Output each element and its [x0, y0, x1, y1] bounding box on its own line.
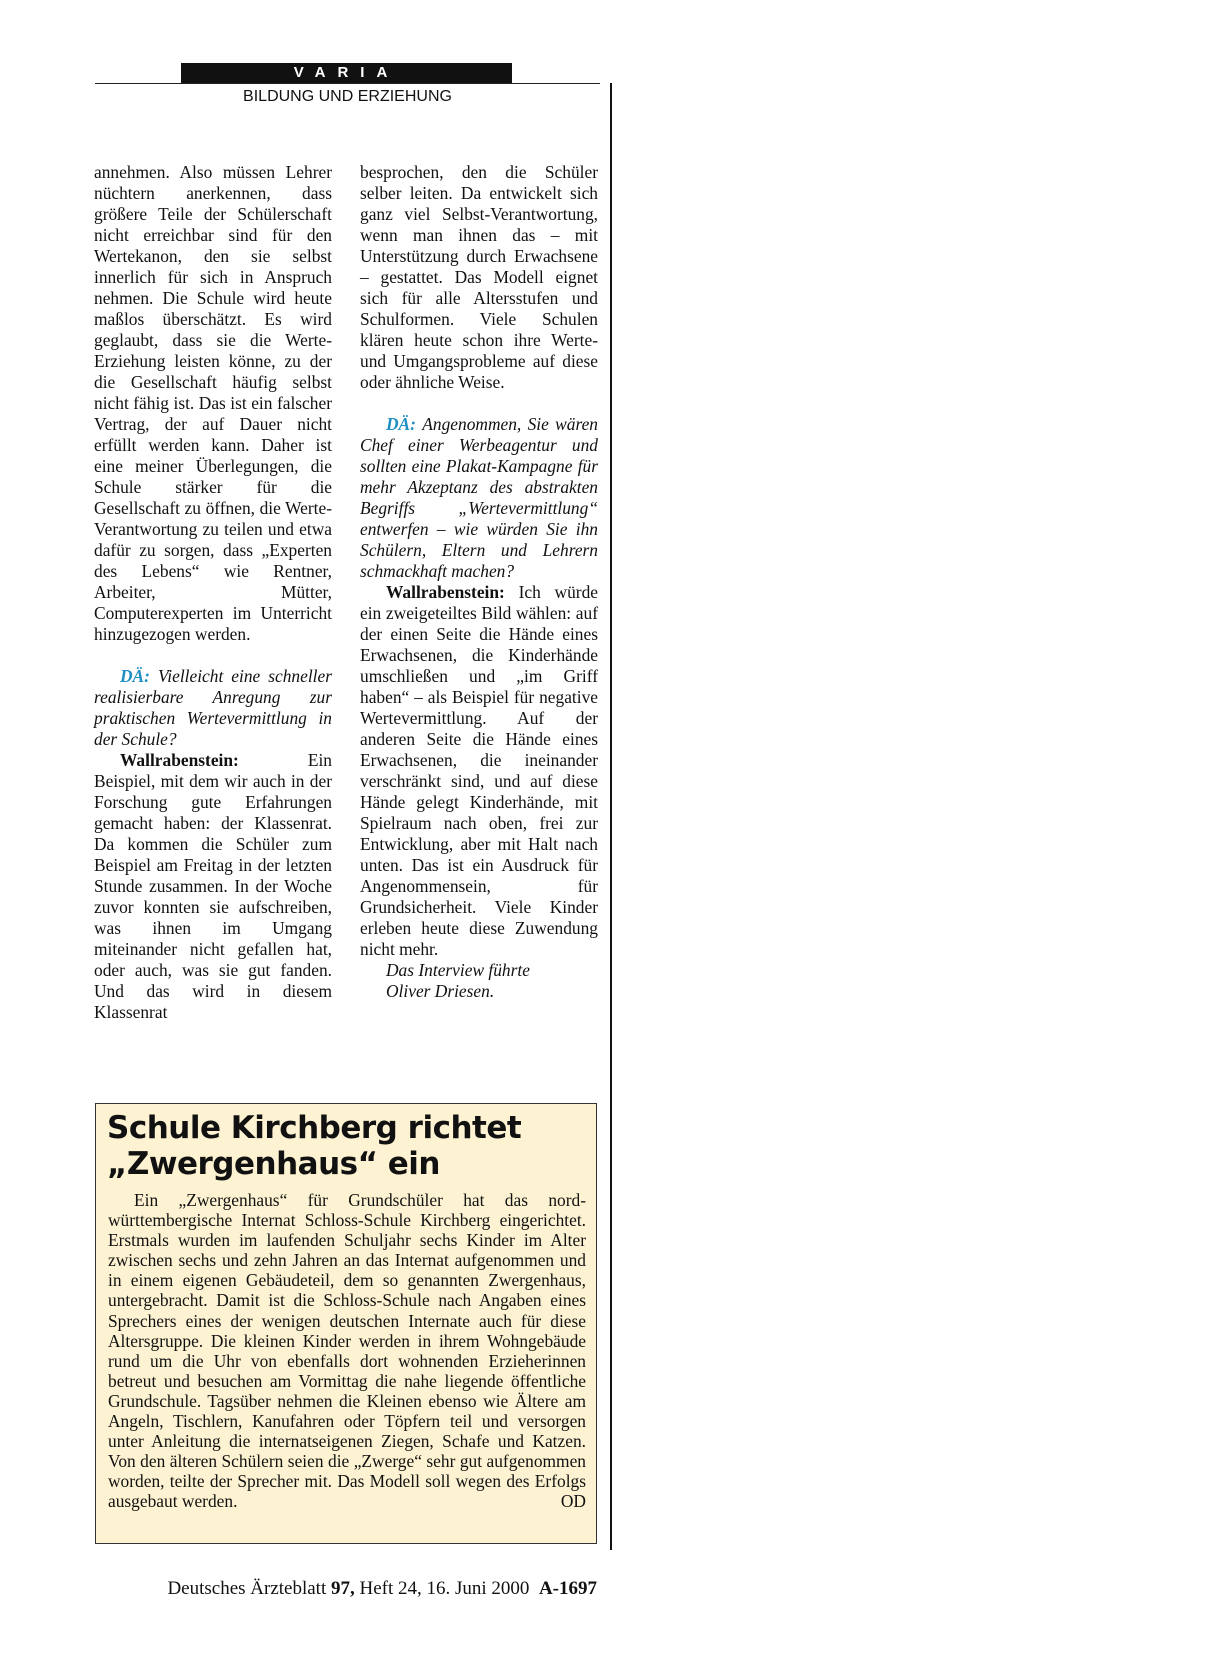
speaker-name: Wallrabenstein: — [120, 750, 239, 770]
news-box — [95, 1103, 597, 1544]
box-headline: Schule Kirchberg richtet „Zwergenhaus“ ein — [107, 1110, 522, 1182]
header-rule — [95, 83, 600, 84]
speaker-name: Wallrabenstein: — [386, 582, 505, 602]
question-label: DÄ: — [386, 414, 416, 434]
spacer — [94, 645, 332, 666]
question-label: DÄ: — [120, 666, 150, 686]
journal-name: Deutsches Ärzteblatt — [167, 1578, 327, 1599]
answer — [94, 750, 332, 1023]
answer-text: Ein Beispiel, mit dem wir auch in der Forschung gute Erfahrungen gemacht haben: der Klassenrat. Da kommen die Schüler zum Beispiel am Freitag in der letzten Stunde zusammen. In der Woche zuvor konnten sie aufschreiben, was ihnen im Umgang miteinander nicht gefallen hat, oder auch, was sie gut fanden. Und das wird in diesem Klassenrat — [94, 750, 332, 1022]
column-rule — [610, 83, 612, 1550]
box-body-text: Ein „Zwergenhaus“ für Grundschüler hat das nord-württembergische Internat Schloss-Schule Kirchberg eingerichtet. Erstmals wurden im laufenden Schuljahr sechs Kinder im Alter zwischen sechs und zehn Jahren an das Internat aufgenommen und in einem eigenen Gebäudeteil, dem so genannten Zwergenhaus, untergebracht. Damit ist die Schloss-Schule nach Angaben eines Sprechers eines der wenigen deutschen Internate auch für diese Altersgruppe. Die kleinen Kinder werden in ihrem Wohngebäude rund um die Uhr von ebenfalls dort wohnenden Erzieherinnen betreut und besuchen am Vormittag die nahe liegende öffentliche Grundschule. Tagsüber nehmen die Kleinen ebenso wie Ältere am Angeln, Tischlern, Kanufahren oder Töpfern teil und versorgen unter Anleitung die internatseigenen Ziegen, Schafe und Katzen. Von den älteren Schülern seien die „Zwerge“ sehr gut aufgenommen worden, teilte der Sprecher mit. Das Modell soll wegen des Erfolgs ausgebaut werden. — [108, 1190, 586, 1512]
question-text: Angenommen, Sie wären Chef einer Werbeagentur und sollten eine Plakat-Kampagne für mehr Akzeptanz des abstrakten Begriffs „Wertevermittlung“ entwerfen – wie würden Sie ihn Schülern, Eltern und Lehrern schmackhaft machen? — [360, 414, 598, 581]
paragraph: besprochen, den die Schüler selber leiten. Da entwickelt sich ganz viel Selbst-Verantwortung, wenn man ihnen das – mit Unterstützung durch Erwachsene – gestattet. Das Modell eignet sich für alle Altersstufen und Schulformen. Viele Schulen klären heute schon ihre Werte- und Umgangsprobleme auf diese oder ähnliche Weise. — [360, 162, 598, 392]
interview-column-1 — [94, 162, 332, 1023]
interview-credit: Das Interview führte Oliver Driesen. — [386, 960, 530, 1001]
issue-date: Heft 24, 16. Juni 2000 — [359, 1578, 530, 1599]
spacer — [360, 393, 598, 414]
box-body — [108, 1190, 586, 1512]
section-bar: VARIA — [181, 63, 512, 83]
section-label: BILDUNG UND ERZIEHUNG — [243, 88, 452, 105]
question — [360, 414, 598, 582]
question-text: Vielleicht eine schneller realisierbare Anregung zur praktischen Wertevermittlung in der Schule? — [94, 666, 332, 749]
paragraph: annehmen. Also müssen Lehrer nüchtern anerkennen, dass größere Teile der Schülerschaft nicht erreichbar sind für den Wertekanon, den sie selbst innerlich für sich in Anspruch nehmen. Die Schule wird heute maßlos überschätzt. Es wird geglaubt, dass sie die Werte-Erziehung leisten könne, zu der die Gesellschaft häufig selbst nicht fähig ist. Das ist ein falscher Vertrag, der auf Dauer nicht erfüllt werden kann. Daher ist eine meiner Überlegungen, die Schule stärker für die Gesellschaft zu öffnen, die Werte-Verantwortung zu teilen und etwa dafür zu sorgen, dass „Experten des Lebens“ wie Rentner, Arbeiter, Mütter, Computerexperten im Unterricht hinzugezogen werden. — [94, 162, 332, 644]
page-footer — [137, 1578, 597, 1600]
question — [94, 666, 332, 750]
answer — [360, 582, 598, 960]
answer-text: Ich würde ein zweigeteiltes Bild wählen: auf der einen Seite die Hände eines Erwachsenen, die Kinderhände umschließen und „im Griff haben“ – als Beispiel für negative Wertevermittlung. Auf der anderen Seite die Hände eines Erwachsenen, die ineinander verschränkt sind, und auf diese Hände gelegt Kinderhände, mit Spielraum nach oben, frei zur Entwicklung, aber mit Halt nach unten. Das ist ein Ausdruck für Angenommensein, für Grundsicherheit. Viele Kinder erleben heute diese Zuwendung nicht mehr. — [360, 582, 598, 959]
interview-column-2 — [360, 162, 598, 1002]
author-signature: OD — [560, 1491, 586, 1512]
volume: 97, — [331, 1578, 355, 1599]
page-number: A-1697 — [538, 1578, 597, 1599]
